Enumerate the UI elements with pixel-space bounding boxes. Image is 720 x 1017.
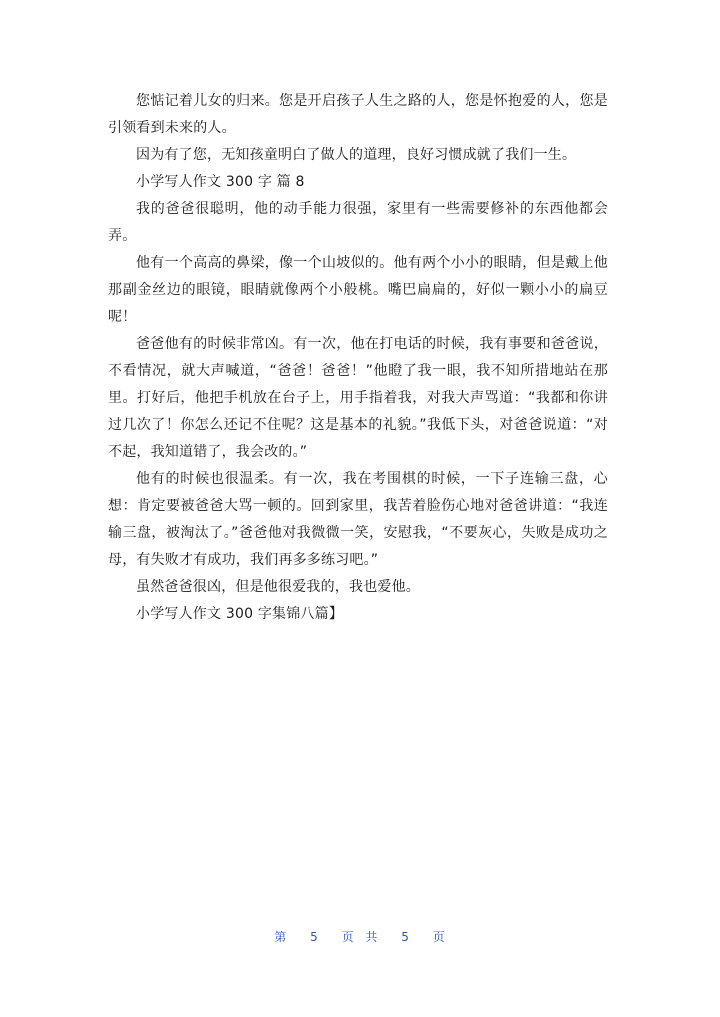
paragraph: 因为有了您，无知孩童明白了做人的道理，良好习惯成就了我们一生。 [136,147,577,163]
page-footer [0,928,720,945]
paragraph: 您惦记着儿女的归来。您是开启孩子人生之路的人，您是怀抱爱的人，您是引领看到未来的人。 [108,93,608,136]
section-heading: 小学写人作文 300 字 篇 8 [136,174,305,190]
footer-suffix: 页 [432,930,446,944]
footer-prefix: 第 [274,930,288,944]
section-heading: 小学写人作文 300 字集锦八篇】 [136,606,344,622]
footer-current-page: 5 [310,930,319,944]
paragraph: 我的爸爸很聪明，他的动手能力很强，家里有一些需要修补的东西他都会弄。 [108,201,608,244]
paragraph: 爸爸他有的时候非常凶。有一次，他在打电话的时候，我有事要和爸爸说，不看情况，就大声喊道，“爸爸！爸爸！”他瞪了我一眼，我不知所措地站在那里。打好后，他把手机放在台子上，用手指着我，对我大声骂道：“我都和你讲过几次了！你怎么还记不住呢？这是基本的礼貌。”我低下头，对爸爸说道：“对不起，我知道错了，我会改的。” [108,336,608,460]
paragraph: 他有的时候也很温柔。有一次，我在考围棋的时候，一下子连输三盘，心想：肯定要被爸爸大骂一顿的。回到家里，我苦着脸伤心地对爸爸讲道：“我连输三盘，被淘汰了。”爸爸他对我微微一笑，安慰我，“不要灰心，失败是成功之母，有失败才有成功，我们再多多练习吧。” [108,471,608,568]
footer-middle: 页 共 [341,930,379,944]
paragraph: 他有一个高高的鼻梁，像一个山坡似的。他有两个小小的眼睛，但是戴上他那副金丝边的眼镜，眼睛就像两个小般桃。嘴巴扁扁的，好似一颗小小的扁豆呢！ [108,255,608,325]
document-body [108,88,608,628]
paragraph: 虽然爸爸很凶，但是他很爱我的，我也爱他。 [136,579,420,595]
footer-total-pages: 5 [401,930,410,944]
